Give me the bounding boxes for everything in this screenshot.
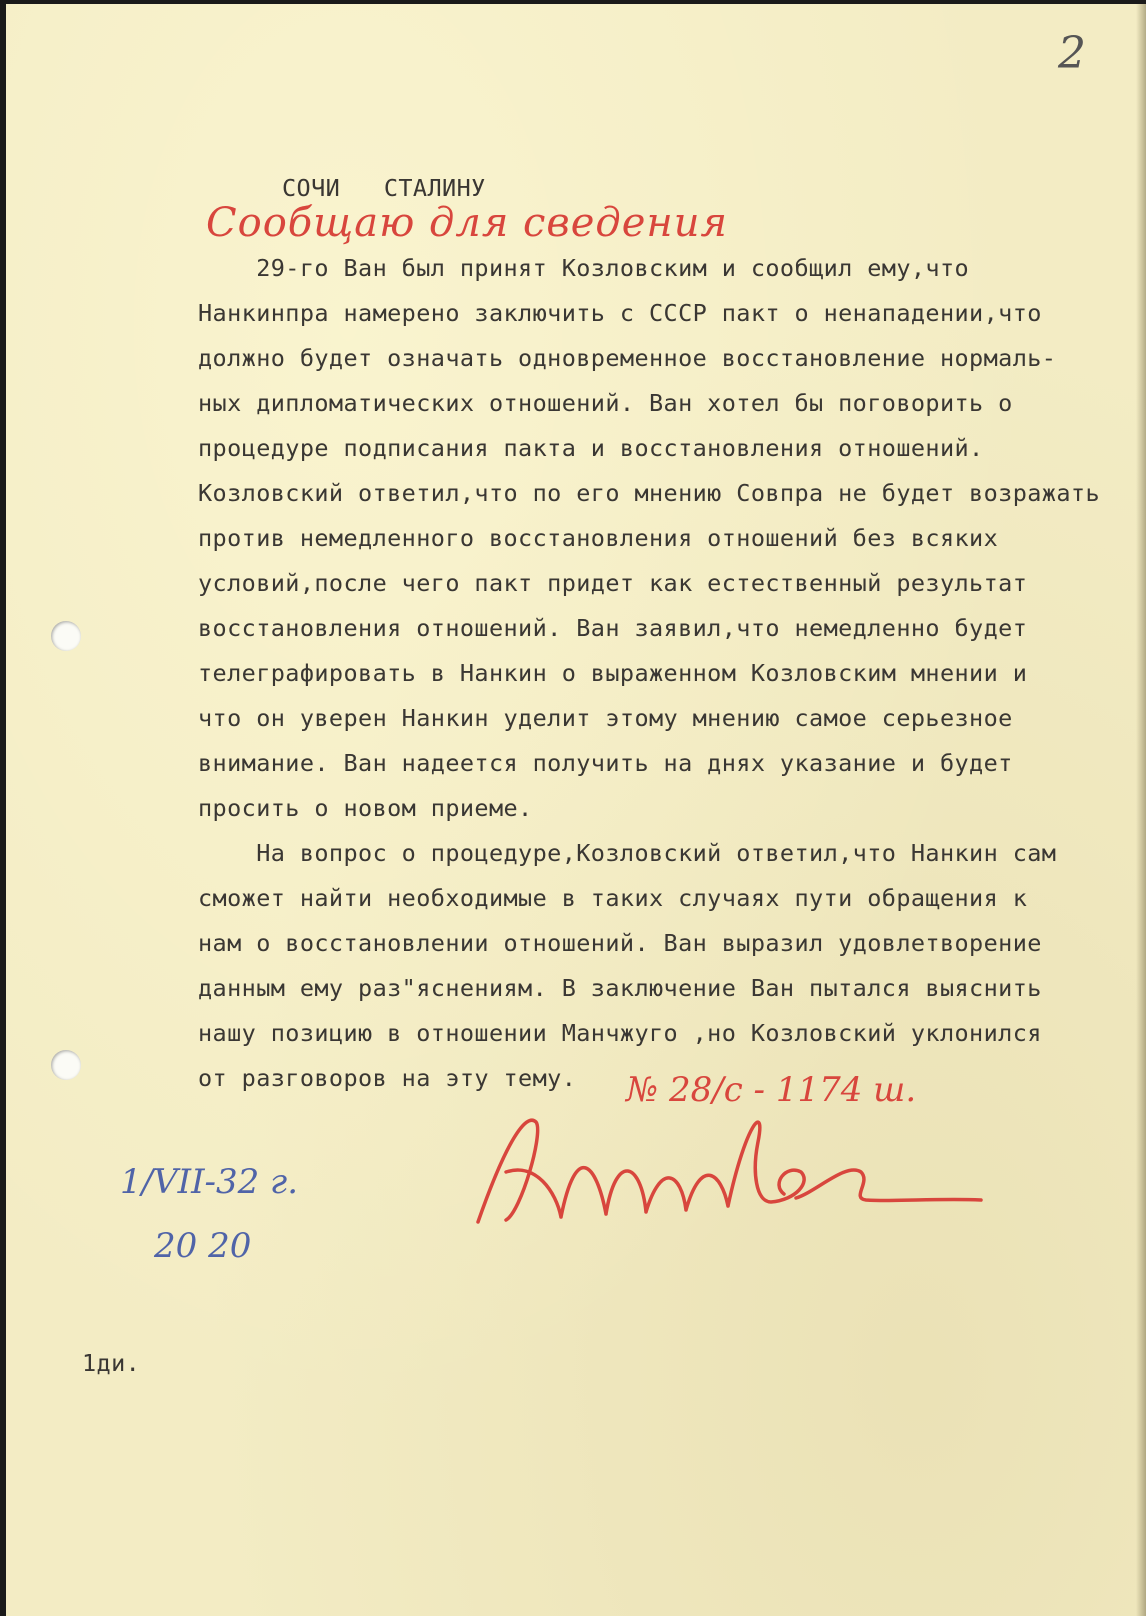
- body-line: На вопрос о процедуре,Козловский ответил,что Нанкин сам: [198, 839, 1057, 867]
- signature: [466, 1102, 1006, 1242]
- body-line: нам о восстановлении отношений. Ван выразил удовлетворение: [198, 929, 1042, 957]
- body-line: восстановления отношений. Ван заявил,что немедленно будет: [198, 614, 1028, 642]
- document-page: [6, 4, 1146, 1616]
- page-edge-shadow: [1136, 4, 1146, 1616]
- handwritten-date: 1/VII-32 г.: [120, 1162, 299, 1202]
- punch-hole: [51, 1050, 81, 1080]
- body-line: сможет найти необходимые в таких случаях пути обращения к: [198, 884, 1028, 912]
- registration-number: № 28/с - 1174 ш.: [626, 1070, 917, 1110]
- addressee-line: СОЧИ СТАЛИНУ: [282, 174, 486, 202]
- body-line: 29-го Ван был принят Козловским и сообщил ему,что: [198, 254, 970, 282]
- body-line: от разговоров на эту тему.: [198, 1064, 577, 1092]
- body-line: Козловский ответил,что по его мнению Совпра не будет возражать: [198, 479, 1100, 507]
- footer-code: 1ди.: [82, 1349, 141, 1377]
- body-line: нашу позицию в отношении Манчжуго ,но Козловский уклонился: [198, 1019, 1042, 1047]
- body-line: просить о новом приеме.: [198, 794, 533, 822]
- body-line: данным ему раз"яснениям. В заключение Ван пытался выяснить: [198, 974, 1042, 1002]
- handwritten-resolution: Сообщаю для сведения: [206, 200, 728, 246]
- body-line: телеграфировать в Нанкин о выраженном Козловским мнении и: [198, 659, 1028, 687]
- body-line: условий,после чего пакт придет как естественный результат: [198, 569, 1028, 597]
- body-line: процедуре подписания пакта и восстановления отношений.: [198, 434, 984, 462]
- signature-scrawl: [466, 1102, 1006, 1242]
- punch-hole: [51, 621, 81, 651]
- page-number: 2: [1058, 28, 1086, 79]
- body-line: ных дипломатических отношений. Ван хотел бы поговорить о: [198, 389, 1013, 417]
- body-line: против немедленного восстановления отношений без всяких: [198, 524, 999, 552]
- body-line: Нанкинпра намерено заключить с СССР пакт о ненападении,что: [198, 299, 1042, 327]
- body-line: должно будет означать одновременное восстановление нормаль-: [198, 344, 1057, 372]
- handwritten-time: 20 20: [154, 1226, 252, 1266]
- body-line: внимание. Ван надеется получить на днях указание и будет: [198, 749, 1013, 777]
- body-line: что он уверен Нанкин уделит этому мнению самое серьезное: [198, 704, 1013, 732]
